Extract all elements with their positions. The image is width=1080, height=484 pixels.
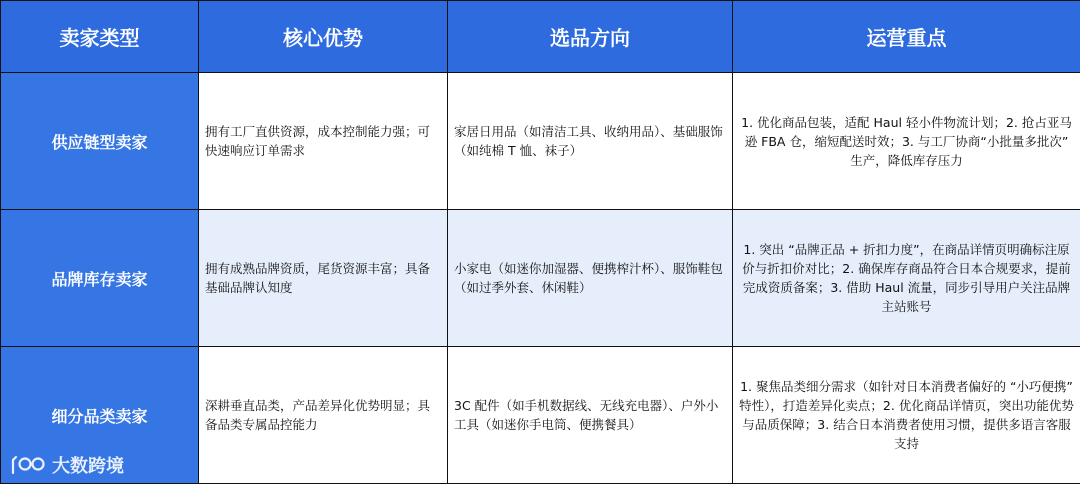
table-row [1,210,1080,347]
selection-cell: 家居日用品（如清洁工具、收纳用品）、基础服饰（如纯棉 T 恤、袜子） [448,73,733,210]
watermark-text: 大数跨境 [52,456,124,477]
seller-type-cell: 细分品类卖家 [1,347,199,484]
advantage-cell: 拥有成熟品牌资质，尾货资源丰富；具备基础品牌认知度 [199,210,448,347]
seller-type-cell: 品牌库存卖家 [1,210,199,347]
selection-cell: 小家电（如迷你加湿器、便携榨汁杯）、服饰鞋包（如过季外套、休闲鞋） [448,210,733,347]
operation-cell: 1. 突出 “品牌正品 + 折扣力度”，在商品详情页明确标注原价与折扣价对比；2. 确保库存商品符合日本合规要求，提前完成资质备案；3. 借助 Haul 流量，同步引导用户关注品牌主站账号 [733,210,1080,347]
header-row [1,1,1080,73]
operation-cell: 1. 聚焦品类细分需求（如针对日本消费者偏好的 “小巧便携” 特性），打造差异化卖点；2. 优化商品详情页，突出功能优势与品质保障；3. 结合日本消费者使用习惯，提供多语言客服支持 [733,347,1080,484]
table-row [1,73,1080,210]
header-seller-type: 卖家类型 [1,1,199,73]
header-core-advantage: 核心优势 [199,1,448,73]
advantage-cell: 深耕垂直品类，产品差异化优势明显；具备品类专属品控能力 [199,347,448,484]
header-operation-focus: 运营重点 [733,1,1080,73]
seller-type-cell: 供应链型卖家 [1,73,199,210]
selection-cell: 3C 配件（如手机数据线、无线充电器）、户外小工具（如迷你手电筒、便携餐具） [448,347,733,484]
advantage-cell: 拥有工厂直供资源，成本控制能力强；可快速响应订单需求 [199,73,448,210]
operation-cell: 1. 优化商品包装，适配 Haul 轻小件物流计划；2. 抢占亚马逊 FBA 仓，缩短配送时效；3. 与工厂协商“小批量多批次” 生产，降低库存压力 [733,73,1080,210]
table-row [1,347,1080,484]
header-selection-direction: 选品方向 [448,1,733,73]
